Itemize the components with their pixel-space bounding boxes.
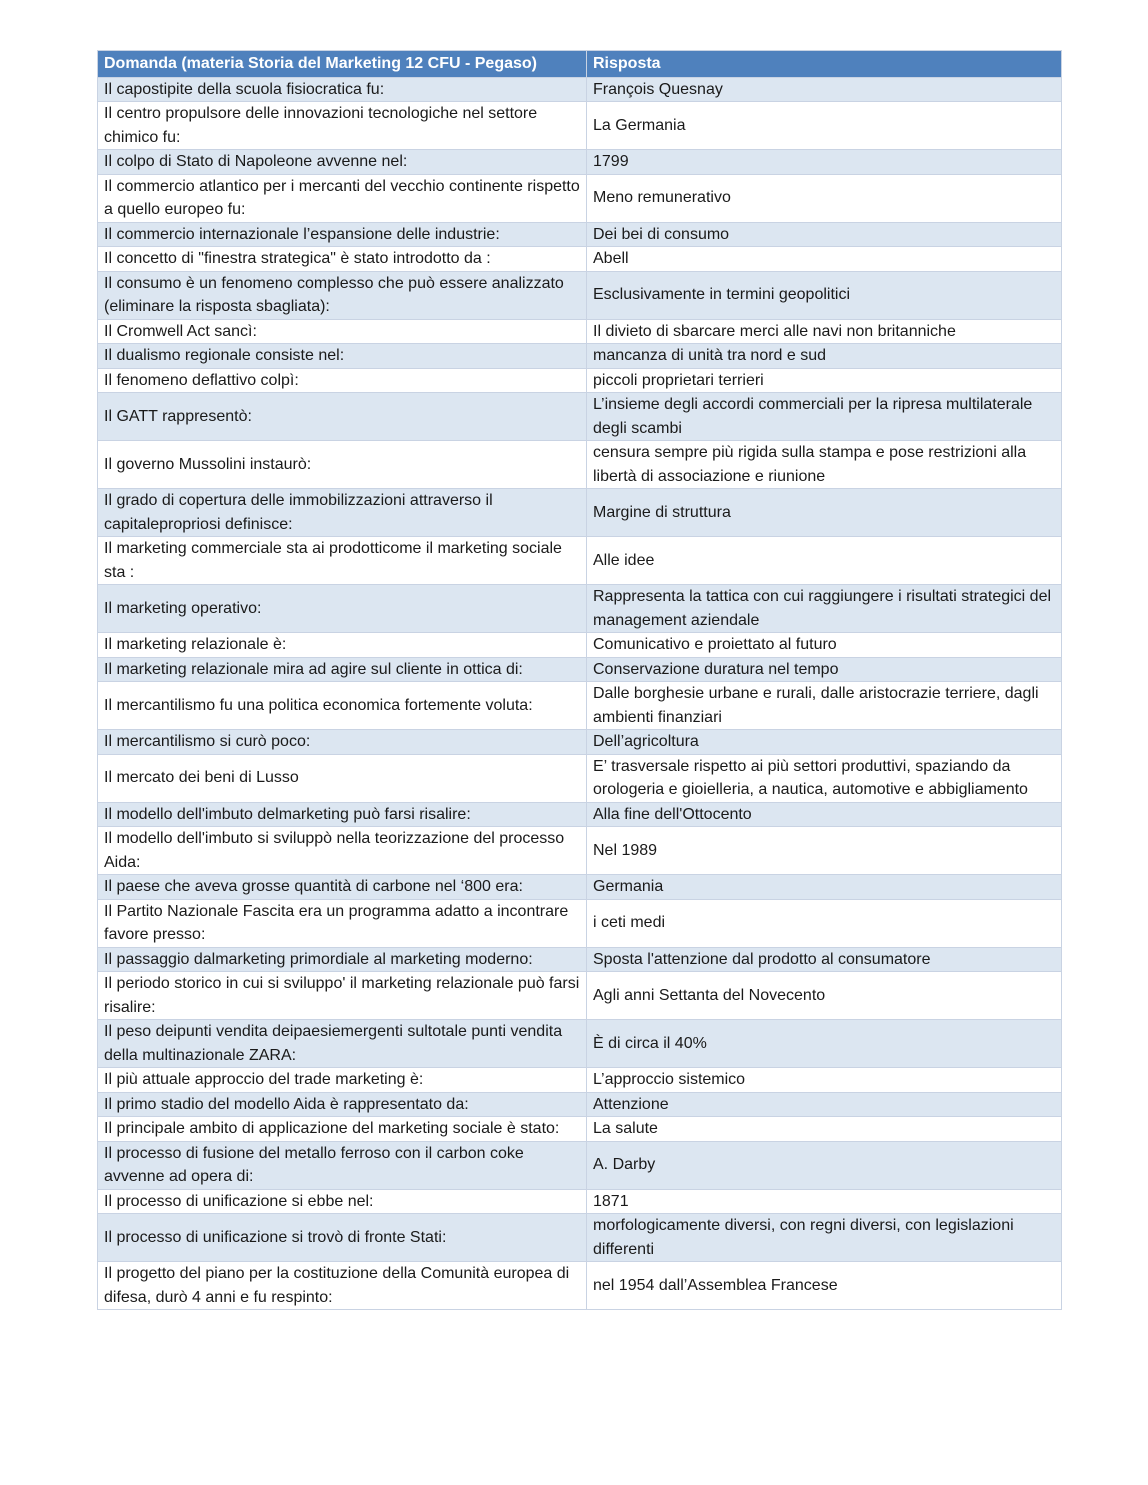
table-row (98, 1117, 1062, 1142)
header-question: Domanda (materia Storia del Marketing 12 CFU - Pegaso) (98, 51, 587, 78)
answer-cell: Dell’agricoltura (587, 730, 1062, 755)
question-cell: Il governo Mussolini instaurò: (98, 441, 587, 489)
answer-cell: Alla fine dell'Ottocento (587, 802, 1062, 827)
answer-cell: Rappresenta la tattica con cui raggiungere i risultati strategici del management aziendale (587, 585, 1062, 633)
table-row (98, 947, 1062, 972)
answer-cell: Esclusivamente in termini geopolitici (587, 271, 1062, 319)
table-row (98, 827, 1062, 875)
answer-cell: 1799 (587, 150, 1062, 175)
question-cell: Il mercantilismo fu una politica economica fortemente voluta: (98, 682, 587, 730)
document-page (97, 50, 1061, 1310)
question-cell: Il consumo è un fenomeno complesso che può essere analizzato (eliminare la risposta sbagliata): (98, 271, 587, 319)
answer-cell: censura sempre più rigida sulla stampa e pose restrizioni alla libertà di associazione e riunione (587, 441, 1062, 489)
question-cell: Il passaggio dalmarketing primordiale al marketing moderno: (98, 947, 587, 972)
question-cell: Il colpo di Stato di Napoleone avvenne nel: (98, 150, 587, 175)
answer-cell: L’insieme degli accordi commerciali per la ripresa multilaterale degli scambi (587, 393, 1062, 441)
table-row (98, 1141, 1062, 1189)
answer-cell: Conservazione duratura nel tempo (587, 657, 1062, 682)
table-row (98, 77, 1062, 102)
table-row (98, 150, 1062, 175)
answer-cell: La Germania (587, 102, 1062, 150)
question-cell: Il periodo storico in cui si sviluppo' il marketing relazionale può farsi risalire: (98, 972, 587, 1020)
table-row (98, 875, 1062, 900)
table-row (98, 1092, 1062, 1117)
table-row (98, 1189, 1062, 1214)
question-cell: Il marketing commerciale sta ai prodotticome il marketing sociale sta : (98, 537, 587, 585)
question-cell: Il principale ambito di applicazione del marketing sociale è stato: (98, 1117, 587, 1142)
answer-cell: Dei bei di consumo (587, 222, 1062, 247)
table-row (98, 537, 1062, 585)
question-cell: Il modello dell'imbuto si sviluppò nella teorizzazione del processo Aida: (98, 827, 587, 875)
answer-cell: Il divieto di sbarcare merci alle navi non britanniche (587, 319, 1062, 344)
question-cell: Il fenomeno deflattivo colpì: (98, 368, 587, 393)
table-row (98, 174, 1062, 222)
table-body (98, 77, 1062, 1310)
answer-cell: Meno remunerativo (587, 174, 1062, 222)
answer-cell: A. Darby (587, 1141, 1062, 1189)
question-cell: Il marketing relazionale mira ad agire sul cliente in ottica di: (98, 657, 587, 682)
header-answer: Risposta (587, 51, 1062, 78)
question-cell: Il primo stadio del modello Aida è rappresentato da: (98, 1092, 587, 1117)
table-row (98, 271, 1062, 319)
answer-cell: François Quesnay (587, 77, 1062, 102)
answer-cell: Margine di struttura (587, 489, 1062, 537)
question-cell: Il processo di unificazione si trovò di fronte Stati: (98, 1214, 587, 1262)
question-cell: Il concetto di "finestra strategica" è stato introdotto da : (98, 247, 587, 272)
table-row (98, 344, 1062, 369)
table-row (98, 802, 1062, 827)
question-cell: Il processo di fusione del metallo ferroso con il carbon coke avvenne ad opera di: (98, 1141, 587, 1189)
table-row (98, 1262, 1062, 1310)
answer-cell: Dalle borghesie urbane e rurali, dalle aristocrazie terriere, dagli ambienti finanziari (587, 682, 1062, 730)
table-row (98, 754, 1062, 802)
question-cell: Il marketing operativo: (98, 585, 587, 633)
answer-cell: nel 1954 dall’Assemblea Francese (587, 1262, 1062, 1310)
answer-cell: i ceti medi (587, 899, 1062, 947)
answer-cell: Alle idee (587, 537, 1062, 585)
table-row (98, 657, 1062, 682)
answer-cell: La salute (587, 1117, 1062, 1142)
answer-cell: E’ trasversale rispetto ai più settori produttivi, spaziando da orologeria e gioielleria, a nautica, automotive e abbigliamento (587, 754, 1062, 802)
table-row (98, 1020, 1062, 1068)
qa-table (97, 50, 1062, 1310)
table-row (98, 368, 1062, 393)
table-row (98, 899, 1062, 947)
question-cell: Il processo di unificazione si ebbe nel: (98, 1189, 587, 1214)
table-row (98, 730, 1062, 755)
answer-cell: Sposta l'attenzione dal prodotto al consumatore (587, 947, 1062, 972)
question-cell: Il dualismo regionale consiste nel: (98, 344, 587, 369)
question-cell: Il marketing relazionale è: (98, 633, 587, 658)
question-cell: Il modello dell'imbuto delmarketing può farsi risalire: (98, 802, 587, 827)
answer-cell: Attenzione (587, 1092, 1062, 1117)
table-row (98, 102, 1062, 150)
table-row (98, 222, 1062, 247)
table-row (98, 682, 1062, 730)
answer-cell: Abell (587, 247, 1062, 272)
answer-cell: mancanza di unità tra nord e sud (587, 344, 1062, 369)
answer-cell: Germania (587, 875, 1062, 900)
question-cell: Il centro propulsore delle innovazioni tecnologiche nel settore chimico fu: (98, 102, 587, 150)
answer-cell: Agli anni Settanta del Novecento (587, 972, 1062, 1020)
answer-cell: morfologicamente diversi, con regni diversi, con legislazioni differenti (587, 1214, 1062, 1262)
question-cell: Il commercio internazionale l’espansione delle industrie: (98, 222, 587, 247)
question-cell: Il progetto del piano per la costituzione della Comunità europea di difesa, durò 4 anni e fu respinto: (98, 1262, 587, 1310)
answer-cell: piccoli proprietari terrieri (587, 368, 1062, 393)
question-cell: Il grado di copertura delle immobilizzazioni attraverso il capitalepropriosi definisce: (98, 489, 587, 537)
table-row (98, 319, 1062, 344)
table-row (98, 1068, 1062, 1093)
question-cell: Il paese che aveva grosse quantità di carbone nel ‘800 era: (98, 875, 587, 900)
question-cell: Il GATT rappresentò: (98, 393, 587, 441)
answer-cell: L’approccio sistemico (587, 1068, 1062, 1093)
question-cell: Il più attuale approccio del trade marketing è: (98, 1068, 587, 1093)
question-cell: Il capostipite della scuola fisiocratica fu: (98, 77, 587, 102)
question-cell: Il commercio atlantico per i mercanti del vecchio continente rispetto a quello europeo fu: (98, 174, 587, 222)
question-cell: Il peso deipunti vendita deipaesiemergenti sultotale punti vendita della multinazionale ZARA: (98, 1020, 587, 1068)
question-cell: Il Cromwell Act sancì: (98, 319, 587, 344)
table-row (98, 585, 1062, 633)
question-cell: Il mercato dei beni di Lusso (98, 754, 587, 802)
question-cell: Il Partito Nazionale Fascita era un programma adatto a incontrare favore presso: (98, 899, 587, 947)
table-header-row (98, 51, 1062, 78)
table-row (98, 393, 1062, 441)
answer-cell: 1871 (587, 1189, 1062, 1214)
table-row (98, 441, 1062, 489)
answer-cell: Nel 1989 (587, 827, 1062, 875)
answer-cell: Comunicativo e proiettato al futuro (587, 633, 1062, 658)
answer-cell: È di circa il 40% (587, 1020, 1062, 1068)
table-row (98, 247, 1062, 272)
question-cell: Il mercantilismo si curò poco: (98, 730, 587, 755)
table-row (98, 489, 1062, 537)
table-row (98, 972, 1062, 1020)
table-row (98, 633, 1062, 658)
table-row (98, 1214, 1062, 1262)
